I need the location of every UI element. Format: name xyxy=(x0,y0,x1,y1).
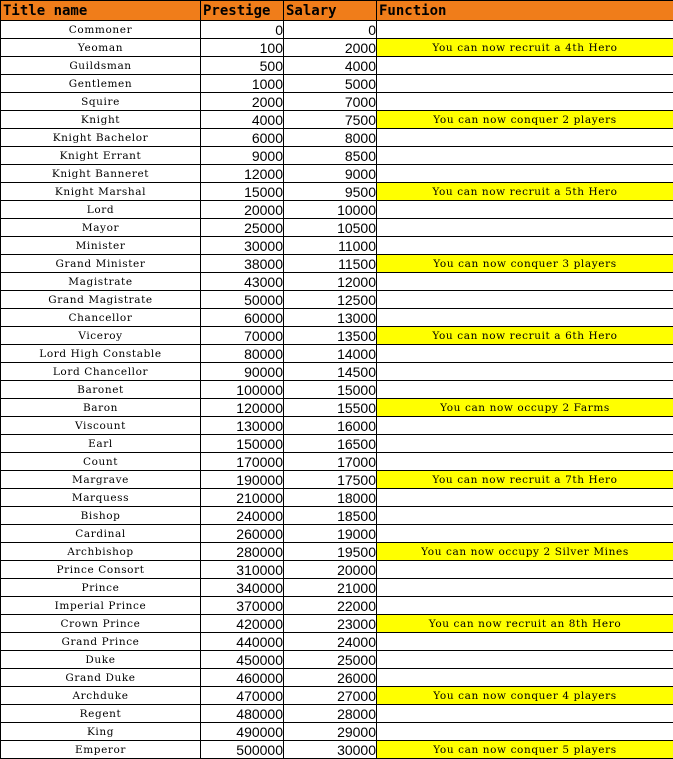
function-cell xyxy=(377,165,673,183)
function-cell xyxy=(377,453,673,471)
table-row xyxy=(1,57,673,75)
table-row xyxy=(1,291,673,309)
salary-cell: 15000 xyxy=(284,381,377,399)
salary-cell: 10000 xyxy=(284,201,377,219)
salary-cell: 10500 xyxy=(284,219,377,237)
function-cell xyxy=(377,381,673,399)
salary-cell: 17000 xyxy=(284,453,377,471)
title-cell: Grand Prince xyxy=(1,633,201,651)
title-cell: Mayor xyxy=(1,219,201,237)
salary-cell: 2000 xyxy=(284,39,377,57)
title-cell: Grand Magistrate xyxy=(1,291,201,309)
prestige-cell: 50000 xyxy=(201,291,284,309)
salary-cell: 5000 xyxy=(284,75,377,93)
salary-cell: 13000 xyxy=(284,309,377,327)
function-cell xyxy=(377,417,673,435)
salary-cell: 25000 xyxy=(284,651,377,669)
title-cell: Knight Errant xyxy=(1,147,201,165)
title-cell: Knight Banneret xyxy=(1,165,201,183)
prestige-cell: 12000 xyxy=(201,165,284,183)
function-cell xyxy=(377,435,673,453)
title-cell: Commoner xyxy=(1,21,201,39)
salary-cell: 22000 xyxy=(284,597,377,615)
salary-cell: 8000 xyxy=(284,129,377,147)
salary-cell: 14000 xyxy=(284,345,377,363)
prestige-cell: 9000 xyxy=(201,147,284,165)
salary-cell: 4000 xyxy=(284,57,377,75)
title-cell: Guildsman xyxy=(1,57,201,75)
title-cell: Lord High Constable xyxy=(1,345,201,363)
table-row xyxy=(1,543,673,561)
title-cell: Archbishop xyxy=(1,543,201,561)
function-cell: You can now conquer 3 players xyxy=(377,255,673,273)
table-row xyxy=(1,597,673,615)
table-row xyxy=(1,327,673,345)
salary-cell: 17500 xyxy=(284,471,377,489)
title-cell: Earl xyxy=(1,435,201,453)
table-row xyxy=(1,633,673,651)
prestige-cell: 340000 xyxy=(201,579,284,597)
table-row xyxy=(1,507,673,525)
salary-cell: 8500 xyxy=(284,147,377,165)
salary-cell: 7500 xyxy=(284,111,377,129)
function-cell xyxy=(377,129,673,147)
prestige-cell: 450000 xyxy=(201,651,284,669)
title-cell: Duke xyxy=(1,651,201,669)
function-cell xyxy=(377,345,673,363)
function-cell xyxy=(377,237,673,255)
prestige-cell: 470000 xyxy=(201,687,284,705)
table-row xyxy=(1,435,673,453)
prestige-cell: 460000 xyxy=(201,669,284,687)
table-row xyxy=(1,417,673,435)
header-salary: Salary xyxy=(284,1,377,21)
function-cell xyxy=(377,219,673,237)
salary-cell: 18000 xyxy=(284,489,377,507)
title-cell: Crown Prince xyxy=(1,615,201,633)
table-row xyxy=(1,381,673,399)
table-row xyxy=(1,453,673,471)
prestige-cell: 70000 xyxy=(201,327,284,345)
prestige-cell: 0 xyxy=(201,21,284,39)
table-row xyxy=(1,705,673,723)
function-cell xyxy=(377,147,673,165)
title-cell: Archduke xyxy=(1,687,201,705)
salary-cell: 19000 xyxy=(284,525,377,543)
header-row xyxy=(1,1,673,21)
prestige-cell: 80000 xyxy=(201,345,284,363)
prestige-cell: 120000 xyxy=(201,399,284,417)
function-cell: You can now occupy 2 Silver Mines xyxy=(377,543,673,561)
title-cell: Regent xyxy=(1,705,201,723)
table-row xyxy=(1,651,673,669)
title-cell: Knight Bachelor xyxy=(1,129,201,147)
table-row xyxy=(1,723,673,741)
title-cell: Chancellor xyxy=(1,309,201,327)
table-row xyxy=(1,363,673,381)
function-cell xyxy=(377,93,673,111)
function-cell xyxy=(377,75,673,93)
header-title-name: Title name xyxy=(1,1,201,21)
table-row xyxy=(1,615,673,633)
title-cell: Marquess xyxy=(1,489,201,507)
prestige-cell: 150000 xyxy=(201,435,284,453)
function-cell xyxy=(377,273,673,291)
prestige-cell: 2000 xyxy=(201,93,284,111)
salary-cell: 0 xyxy=(284,21,377,39)
salary-cell: 9000 xyxy=(284,165,377,183)
function-cell xyxy=(377,651,673,669)
salary-cell: 9500 xyxy=(284,183,377,201)
table-row xyxy=(1,489,673,507)
salary-cell: 11500 xyxy=(284,255,377,273)
prestige-cell: 370000 xyxy=(201,597,284,615)
salary-cell: 30000 xyxy=(284,741,377,759)
prestige-cell: 25000 xyxy=(201,219,284,237)
salary-cell: 7000 xyxy=(284,93,377,111)
salary-cell: 12500 xyxy=(284,291,377,309)
prestige-cell: 15000 xyxy=(201,183,284,201)
function-cell: You can now conquer 5 players xyxy=(377,741,673,759)
function-cell xyxy=(377,561,673,579)
table-row xyxy=(1,237,673,255)
salary-cell: 16500 xyxy=(284,435,377,453)
table-row xyxy=(1,183,673,201)
title-cell: Viceroy xyxy=(1,327,201,345)
title-cell: King xyxy=(1,723,201,741)
function-cell: You can now recruit a 4th Hero xyxy=(377,39,673,57)
salary-cell: 14500 xyxy=(284,363,377,381)
salary-cell: 27000 xyxy=(284,687,377,705)
prestige-cell: 210000 xyxy=(201,489,284,507)
table-row xyxy=(1,669,673,687)
title-cell: Yeoman xyxy=(1,39,201,57)
prestige-cell: 1000 xyxy=(201,75,284,93)
prestige-cell: 100000 xyxy=(201,381,284,399)
title-cell: Prince xyxy=(1,579,201,597)
prestige-cell: 490000 xyxy=(201,723,284,741)
table-row xyxy=(1,687,673,705)
title-cell: Grand Duke xyxy=(1,669,201,687)
table-row xyxy=(1,75,673,93)
prestige-cell: 100 xyxy=(201,39,284,57)
function-cell: You can now conquer 4 players xyxy=(377,687,673,705)
prestige-cell: 170000 xyxy=(201,453,284,471)
prestige-cell: 190000 xyxy=(201,471,284,489)
prestige-cell: 30000 xyxy=(201,237,284,255)
title-cell: Squire xyxy=(1,93,201,111)
prestige-cell: 480000 xyxy=(201,705,284,723)
title-cell: Baronet xyxy=(1,381,201,399)
prestige-cell: 43000 xyxy=(201,273,284,291)
prestige-cell: 500000 xyxy=(201,741,284,759)
prestige-cell: 310000 xyxy=(201,561,284,579)
function-cell xyxy=(377,201,673,219)
function-cell: You can now recruit a 7th Hero xyxy=(377,471,673,489)
salary-cell: 18500 xyxy=(284,507,377,525)
function-cell xyxy=(377,669,673,687)
title-cell: Viscount xyxy=(1,417,201,435)
function-cell xyxy=(377,489,673,507)
title-cell: Lord xyxy=(1,201,201,219)
function-cell xyxy=(377,57,673,75)
prestige-cell: 280000 xyxy=(201,543,284,561)
function-cell xyxy=(377,597,673,615)
prestige-cell: 60000 xyxy=(201,309,284,327)
salary-cell: 29000 xyxy=(284,723,377,741)
table-row xyxy=(1,129,673,147)
table-row xyxy=(1,525,673,543)
function-cell xyxy=(377,525,673,543)
title-cell: Prince Consort xyxy=(1,561,201,579)
table-row xyxy=(1,255,673,273)
title-cell: Baron xyxy=(1,399,201,417)
prestige-cell: 20000 xyxy=(201,201,284,219)
title-cell: Cardinal xyxy=(1,525,201,543)
table-row xyxy=(1,561,673,579)
function-cell xyxy=(377,291,673,309)
function-cell: You can now recruit a 6th Hero xyxy=(377,327,673,345)
title-cell: Emperor xyxy=(1,741,201,759)
salary-cell: 20000 xyxy=(284,561,377,579)
table-row xyxy=(1,39,673,57)
prestige-cell: 260000 xyxy=(201,525,284,543)
function-cell xyxy=(377,309,673,327)
title-cell: Count xyxy=(1,453,201,471)
table-row xyxy=(1,201,673,219)
salary-cell: 12000 xyxy=(284,273,377,291)
salary-cell: 28000 xyxy=(284,705,377,723)
title-cell: Knight Marshal xyxy=(1,183,201,201)
title-cell: Grand Minister xyxy=(1,255,201,273)
table-row xyxy=(1,309,673,327)
title-cell: Knight xyxy=(1,111,201,129)
table-row xyxy=(1,273,673,291)
table-row xyxy=(1,111,673,129)
function-cell xyxy=(377,507,673,525)
salary-cell: 13500 xyxy=(284,327,377,345)
table-row xyxy=(1,165,673,183)
prestige-cell: 38000 xyxy=(201,255,284,273)
prestige-cell: 420000 xyxy=(201,615,284,633)
salary-cell: 15500 xyxy=(284,399,377,417)
title-cell: Lord Chancellor xyxy=(1,363,201,381)
header-function: Function xyxy=(377,1,673,21)
function-cell: You can now recruit a 5th Hero xyxy=(377,183,673,201)
table-row xyxy=(1,471,673,489)
table-row xyxy=(1,93,673,111)
function-cell xyxy=(377,705,673,723)
prestige-cell: 130000 xyxy=(201,417,284,435)
function-cell xyxy=(377,579,673,597)
prestige-cell: 440000 xyxy=(201,633,284,651)
function-cell xyxy=(377,363,673,381)
prestige-cell: 4000 xyxy=(201,111,284,129)
title-cell: Minister xyxy=(1,237,201,255)
function-cell: You can now occupy 2 Farms xyxy=(377,399,673,417)
title-cell: Magistrate xyxy=(1,273,201,291)
function-cell: You can now conquer 2 players xyxy=(377,111,673,129)
title-cell: Gentlemen xyxy=(1,75,201,93)
salary-cell: 16000 xyxy=(284,417,377,435)
salary-cell: 21000 xyxy=(284,579,377,597)
function-cell xyxy=(377,21,673,39)
table-row xyxy=(1,147,673,165)
function-cell: You can now recruit an 8th Hero xyxy=(377,615,673,633)
table-row xyxy=(1,219,673,237)
prestige-cell: 500 xyxy=(201,57,284,75)
title-cell: Margrave xyxy=(1,471,201,489)
title-cell: Imperial Prince xyxy=(1,597,201,615)
table-row xyxy=(1,345,673,363)
salary-cell: 11000 xyxy=(284,237,377,255)
salary-cell: 26000 xyxy=(284,669,377,687)
header-prestige: Prestige xyxy=(201,1,284,21)
prestige-cell: 240000 xyxy=(201,507,284,525)
table-row xyxy=(1,21,673,39)
table-row xyxy=(1,579,673,597)
salary-cell: 23000 xyxy=(284,615,377,633)
prestige-cell: 6000 xyxy=(201,129,284,147)
title-cell: Bishop xyxy=(1,507,201,525)
function-cell xyxy=(377,723,673,741)
function-cell xyxy=(377,633,673,651)
table-row xyxy=(1,399,673,417)
table-body xyxy=(1,21,673,759)
salary-cell: 24000 xyxy=(284,633,377,651)
prestige-cell: 90000 xyxy=(201,363,284,381)
table-row xyxy=(1,741,673,759)
salary-cell: 19500 xyxy=(284,543,377,561)
